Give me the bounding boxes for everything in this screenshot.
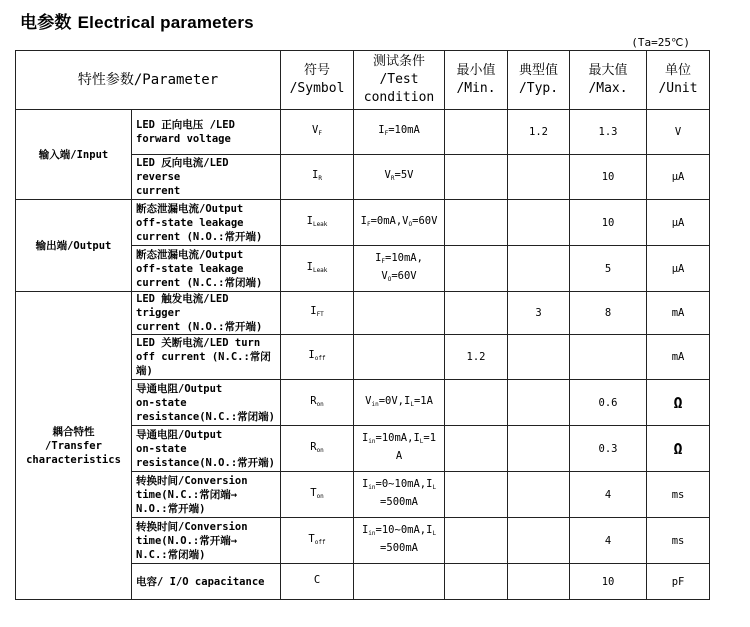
unit-value: V: [647, 110, 710, 155]
min-value: 1.2: [445, 335, 508, 380]
symbol-main: I: [310, 305, 317, 317]
test-condition-subscript: L: [419, 437, 424, 445]
test-condition-subscript: L: [410, 400, 414, 408]
symbol-subscript: Leak: [312, 220, 328, 228]
parameter-description: [132, 380, 281, 426]
max-value: 0.3: [570, 426, 647, 472]
parameter-description: [132, 564, 281, 600]
parameter-description-line: time(N.C.:常闭端→: [136, 488, 238, 501]
parameter-description-line: current: [136, 185, 181, 197]
group-transfer-label: characteristics: [26, 453, 121, 466]
title-en: Electrical parameters: [77, 13, 254, 32]
parameter-description-line: 导通电阻/Output: [136, 382, 223, 395]
symbol-subscript: on: [316, 400, 324, 408]
header-test-en2: condition: [363, 90, 435, 105]
test-condition-subscript: O: [408, 220, 413, 228]
parameter-description-line: 电容/ I/O capacitance: [136, 575, 265, 588]
title-cn: 电参数: [20, 13, 72, 32]
header-symbol: [281, 51, 354, 110]
test-condition-value: =60V: [391, 269, 417, 282]
min-value: [445, 110, 508, 155]
parameter-description: [132, 518, 281, 564]
header-unit-cn: 单位: [665, 63, 692, 78]
test-condition-var: I: [361, 431, 369, 444]
symbol-cell: [281, 335, 354, 380]
symbol-subscript: off: [314, 355, 326, 362]
test-condition-var: V: [381, 269, 388, 282]
symbol-cell: [281, 564, 354, 600]
test-condition-subscript: F: [366, 220, 371, 228]
table-row: [16, 292, 710, 335]
table-row: [16, 110, 710, 155]
header-typ-en: /Typ.: [518, 81, 559, 96]
test-condition-value: =0V,: [378, 394, 404, 407]
typ-value: [508, 155, 570, 200]
test-condition-var: I: [361, 523, 369, 536]
header-min: [445, 51, 508, 110]
parameter-description: [132, 246, 281, 292]
parameter-description-line: 断态泄漏电流/Output: [136, 202, 244, 215]
header-test-condition: [354, 51, 445, 110]
unit-value: μA: [647, 246, 710, 292]
header-parameter: 特性参数/Parameter: [16, 51, 281, 110]
max-value: 4: [570, 518, 647, 564]
parameter-description-line: forward voltage: [136, 133, 231, 145]
test-condition-cell: [354, 472, 445, 518]
symbol-cell: [281, 110, 354, 155]
unit-value: Ω: [647, 380, 710, 426]
header-unit-en: /Unit: [658, 81, 698, 96]
table-header-row: [16, 51, 710, 110]
parameter-description: [132, 292, 281, 335]
parameter-description-line: LED 反向电流/LED reverse: [136, 157, 229, 183]
test-condition-value: =10mA,: [375, 431, 414, 444]
test-condition-value: =10mA: [388, 124, 420, 136]
symbol-subscript: FT: [316, 311, 324, 318]
parameter-description: [132, 155, 281, 200]
test-condition-subscript: O: [387, 275, 392, 283]
header-max-cn: 最大值: [588, 63, 628, 78]
test-condition-var: V: [365, 394, 372, 407]
parameter-description-line: current (N.C.:常闭端): [136, 276, 263, 289]
parameter-description: [132, 426, 281, 472]
header-typ: [508, 51, 570, 110]
test-condition-cell: [354, 155, 445, 200]
typ-value: [508, 380, 570, 426]
symbol-cell: [281, 292, 354, 335]
max-value: 10: [570, 564, 647, 600]
symbol-main: T: [310, 486, 317, 499]
parameter-description-line: 转换时间/Conversion: [136, 520, 248, 533]
min-value: [445, 200, 508, 246]
max-value: [570, 335, 647, 380]
min-value: [445, 155, 508, 200]
test-condition-value: =10mA,: [385, 251, 423, 264]
table-row: [16, 200, 710, 246]
test-condition-var: V: [402, 214, 409, 227]
unit-value: mA: [647, 335, 710, 380]
symbol-subscript: on: [316, 492, 324, 500]
header-test-en1: /Test: [379, 72, 419, 87]
min-value: [445, 564, 508, 600]
test-condition-subscript: L: [432, 483, 437, 491]
test-condition-subscript: in: [368, 437, 376, 445]
symbol-main: V: [312, 124, 319, 136]
group-transfer: [16, 292, 132, 600]
max-value: 10: [570, 200, 647, 246]
unit-value: μA: [647, 200, 710, 246]
typ-value: 3: [508, 292, 570, 335]
test-condition-var: V: [384, 169, 391, 181]
max-value: 4: [570, 472, 647, 518]
min-value: [445, 518, 508, 564]
page-title: [20, 8, 254, 33]
parameter-description-line: 断态泄漏电流/Output: [136, 248, 244, 261]
symbol-cell: [281, 246, 354, 292]
symbol-cell: [281, 155, 354, 200]
test-condition-subscript: in: [368, 483, 376, 491]
symbol-subscript: R: [318, 175, 322, 182]
max-value: 0.6: [570, 380, 647, 426]
test-condition-cell: [354, 110, 445, 155]
test-condition-value: =500mA: [380, 541, 418, 554]
parameter-description-line: current (N.O.:常开端): [136, 230, 263, 243]
test-condition-cell: [354, 335, 445, 380]
symbol-cell: [281, 380, 354, 426]
unit-value: μA: [647, 155, 710, 200]
parameter-description-line: off current (N.C.:常闭: [136, 351, 271, 363]
min-value: [445, 426, 508, 472]
parameter-description-line: LED 正向电压 /LED: [136, 119, 235, 131]
max-value: 1.3: [570, 110, 647, 155]
parameter-description-line: N.C.:常闭端): [136, 548, 206, 561]
test-condition-subscript: L: [432, 529, 437, 537]
header-min-cn: 最小值: [456, 63, 496, 78]
typ-value: 1.2: [508, 110, 570, 155]
parameter-description-line: resistance(N.C.:常闭端): [136, 410, 275, 423]
test-condition-value: =500mA: [380, 495, 418, 508]
min-value: [445, 246, 508, 292]
parameter-description-line: 转换时间/Conversion: [136, 474, 248, 487]
test-condition-cell: [354, 246, 445, 292]
symbol-cell: [281, 518, 354, 564]
header-test-cn: 测试条件: [373, 54, 426, 69]
min-value: [445, 380, 508, 426]
test-condition-cell: [354, 200, 445, 246]
header-symbol-en: /Symbol: [289, 81, 345, 96]
test-condition-var: I: [413, 431, 420, 444]
test-condition-value: =60V: [412, 214, 438, 227]
typ-value: [508, 200, 570, 246]
header-max: [570, 51, 647, 110]
symbol-main: T: [308, 532, 315, 545]
parameter-description-line: time(N.O.:常开端→: [136, 534, 238, 547]
parameter-description-line: 端): [136, 365, 153, 377]
parameter-description: [132, 472, 281, 518]
symbol-cell: [281, 200, 354, 246]
parameter-description: [132, 200, 281, 246]
header-unit: [647, 51, 710, 110]
symbol-cell: [281, 426, 354, 472]
test-condition-subscript: F: [384, 130, 389, 137]
unit-value: pF: [647, 564, 710, 600]
symbol-main: I: [306, 260, 313, 273]
typ-value: [508, 564, 570, 600]
max-value: 5: [570, 246, 647, 292]
unit-value: ms: [647, 518, 710, 564]
unit-value: Ω: [647, 426, 710, 472]
parameter-description-line: LED 触发电流/LED trigger: [136, 293, 229, 319]
test-condition-subscript: F: [381, 257, 386, 265]
symbol-main: I: [312, 169, 319, 181]
test-condition-cell: [354, 292, 445, 335]
symbol-main: R: [310, 440, 317, 453]
max-value: 10: [570, 155, 647, 200]
test-condition-value: =10~0mA,: [375, 523, 427, 536]
test-condition-value: =5V: [394, 169, 414, 181]
group-input-label: 输入端/Input: [38, 148, 109, 161]
parameter-description: [132, 335, 281, 380]
test-condition-cell: [354, 564, 445, 600]
typ-value: [508, 472, 570, 518]
symbol-main: I: [308, 349, 315, 361]
min-value: [445, 472, 508, 518]
typ-value: [508, 426, 570, 472]
parameter-description-line: current (N.O.:常开端): [136, 321, 263, 333]
group-transfer-label: 耦合特性: [52, 425, 95, 438]
header-symbol-cn: 符号: [304, 63, 331, 78]
electrical-parameters-table: [15, 50, 710, 600]
group-transfer-label: /Transfer: [45, 439, 102, 452]
test-condition-var: I: [426, 523, 433, 536]
parameter-description-line: off-state leakage: [136, 262, 244, 275]
test-condition-subscript: in: [368, 529, 376, 537]
symbol-subscript: off: [314, 538, 326, 546]
group-input: [16, 110, 132, 200]
test-condition-value: A: [395, 449, 403, 462]
unit-value: ms: [647, 472, 710, 518]
max-value: 8: [570, 292, 647, 335]
test-condition-value: =1: [423, 431, 437, 444]
symbol-main: R: [310, 394, 317, 407]
symbol-main: I: [306, 214, 313, 227]
parameter-description: [132, 110, 281, 155]
parameter-description-line: 导通电阻/Output: [136, 428, 223, 441]
test-condition-value: =1A: [413, 394, 433, 407]
symbol-subscript: Leak: [312, 266, 328, 274]
header-typ-cn: 典型值: [519, 63, 559, 78]
test-condition-value: =0mA,: [370, 214, 403, 227]
parameter-description-line: N.O.:常开端): [136, 502, 206, 515]
test-condition-value: =0~10mA,: [375, 477, 427, 490]
test-condition-var: I: [375, 251, 382, 264]
symbol-subscript: on: [316, 446, 324, 454]
test-condition-var: I: [360, 214, 367, 227]
parameter-description-line: on-state: [136, 442, 187, 455]
unit-value: mA: [647, 292, 710, 335]
symbol-cell: [281, 472, 354, 518]
group-output: [16, 200, 132, 292]
header-max-en: /Max.: [588, 81, 628, 96]
parameter-description-line: off-state leakage: [136, 216, 244, 229]
ambient-condition-note: (Ta=25℃): [631, 36, 690, 49]
test-condition-subscript: R: [390, 175, 395, 182]
header-min-en: /Min.: [456, 81, 496, 96]
test-condition-var: I: [426, 477, 433, 490]
test-condition-subscript: in: [371, 400, 379, 408]
typ-value: [508, 246, 570, 292]
symbol-subscript: F: [318, 130, 322, 137]
group-output-label: 输出端/Output: [35, 239, 112, 252]
typ-value: [508, 335, 570, 380]
typ-value: [508, 518, 570, 564]
min-value: [445, 292, 508, 335]
parameter-description-line: LED 关断电流/LED turn: [136, 337, 261, 349]
test-condition-var: I: [403, 394, 411, 407]
parameter-description-line: resistance(N.O.:常开端): [136, 456, 275, 469]
test-condition-cell: [354, 518, 445, 564]
test-condition-cell: [354, 426, 445, 472]
test-condition-cell: [354, 380, 445, 426]
test-condition-var: I: [378, 124, 385, 136]
symbol-main: C: [313, 573, 321, 586]
test-condition-var: I: [361, 477, 369, 490]
parameter-description-line: on-state: [136, 396, 187, 409]
